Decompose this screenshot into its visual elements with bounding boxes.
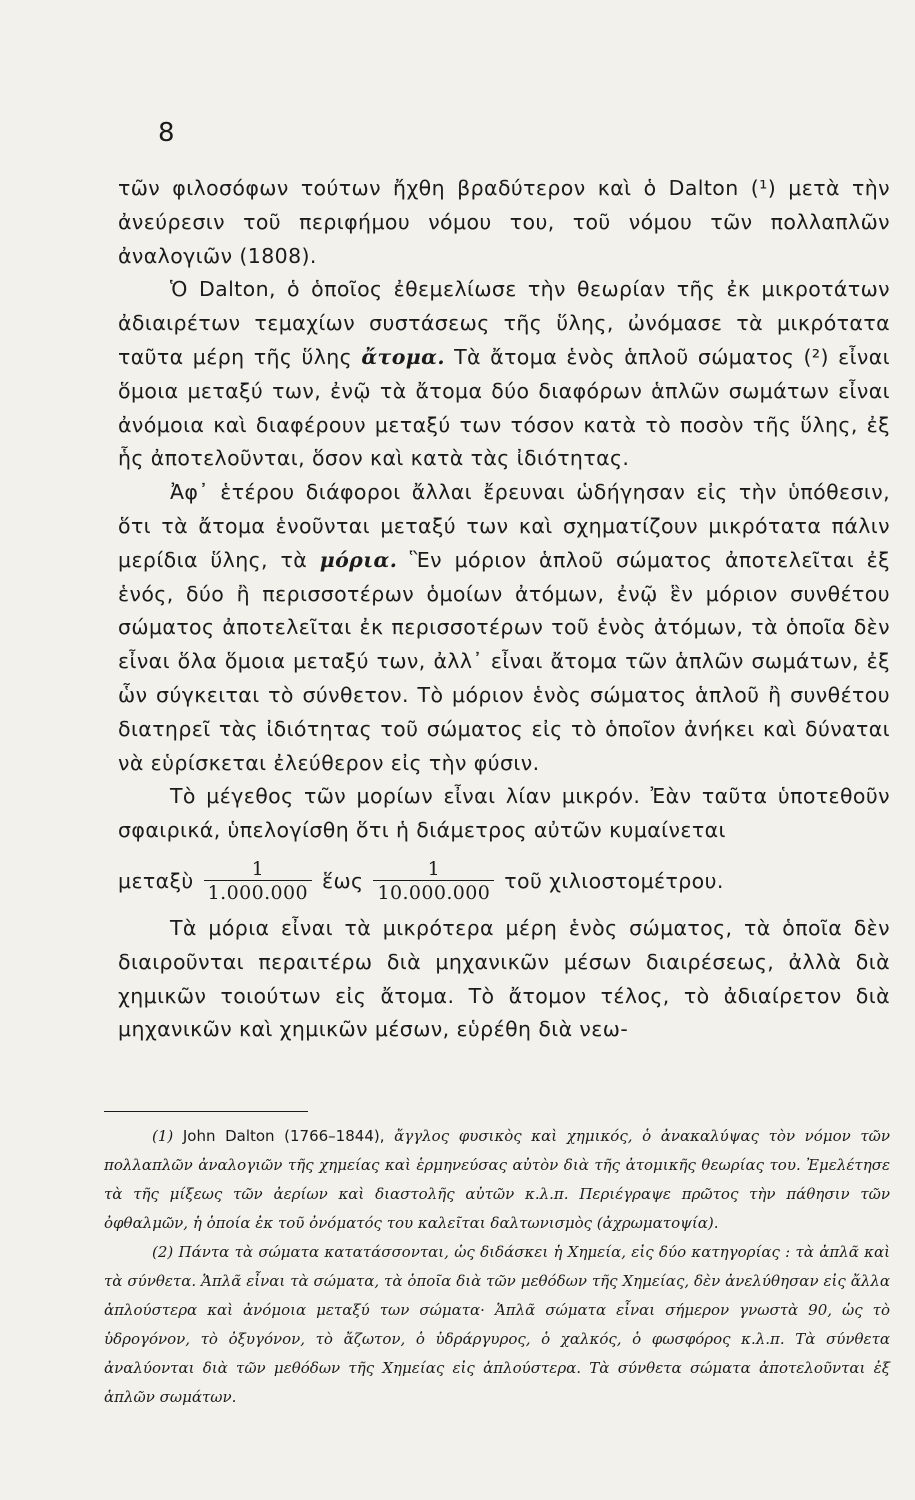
paragraph-5: Τὰ μόρια εἶναι τὰ μικρότερα μέρη ἑνὸς σώματος, τὰ ὁποῖα δὲν διαιροῦνται περαιτέρω διὰ μηχανικῶν μέσων διαιρέσεως, ἀλλὰ διὰ χημικῶν τοιούτων εἰς ἄτομα. Τὸ ἄτομον τέλος, τὸ ἀδιαίρετον διὰ μηχανικῶν καὶ χημικῶν μέσων, εὑρέθη διὰ νεω- — [118, 915, 890, 1042]
main-text — [118, 172, 890, 1047]
paragraph-1: τῶν φιλοσόφων τούτων ἤχθη βραδύτερον καὶ ὁ Dalton (¹) μετὰ τὴν ἀνεύρεσιν τοῦ περιφήμου νόμου του, τοῦ νόμου τῶν πολλαπλῶν ἀναλογιῶν (1808). — [118, 176, 890, 268]
footnote-1 — [104, 1122, 890, 1238]
fraction-2-denominator: 10.000.000 — [373, 880, 494, 905]
fraction-2 — [373, 858, 494, 905]
footnote-2-mark: (2) — [152, 1243, 174, 1261]
footnote-2 — [104, 1238, 890, 1412]
fraction-1 — [204, 858, 312, 905]
footnote-1-author: John Dalton (1766–1844), — [182, 1127, 385, 1145]
fraction-1-numerator: 1 — [251, 858, 265, 881]
term-moria: μόρια. — [319, 547, 398, 572]
term-atoma: ἄτομα. — [361, 344, 445, 369]
paragraph-2 — [118, 273, 890, 476]
paragraph-2-start: Ὁ Dalton, ὁ ὁποῖος ἐθεμελίωσε τὴν θεωρίαν τῆς ἐκ μικροτάτων ἀδιαιρέτων τεμαχίων συστάσεως τῆς ὕλης, ὠνόμασε τὰ μικρότατα ταῦτα μέρη τῆς ὕλης — [118, 277, 890, 369]
formula-lead: μεταξὺ — [118, 869, 194, 894]
fraction-1-denominator: 1.000.000 — [204, 880, 312, 905]
formula-tail: τοῦ χιλιοστομέτρου. — [504, 869, 724, 894]
footnote-1-text: ἄγγλος φυσικὸς καὶ χημικός, ὁ ἀνακαλύψας τὸν νόμον τῶν πολλαπλῶν ἀναλογιῶν τῆς χημείας καὶ ἑρμηνεύσας αὐτὸν διὰ τῆς ἀτομικῆς θεωρίας του. Ἐμελέτησε τὰ τῆς μίξεως τῶν ἀερίων καὶ διαστολῆς αὐτῶν κ.λ.π. Περιέγραψε πρῶτος τὴν πάθησιν τῶν ὀφθαλμῶν, ἡ ὁποία ἐκ τοῦ ὀνόματός του καλεῖται δαλτωνισμὸς (ἀχρωματοψία). — [104, 1127, 890, 1232]
paragraph-2-end: Τὰ ἄτομα ἑνὸς ἁπλοῦ σώματος (²) εἶναι ὅμοια μεταξύ των, ἐνῷ τὰ ἄτομα δύο διαφόρων ἁπλῶν σωμάτων εἶναι ἀνόμοια καὶ διαφέρουν μεταξύ των τόσον κατὰ τὸ ποσὸν τῆς ὕλης, ἐξ ἧς ἀποτελοῦνται, ὅσον καὶ κατὰ τὰς ἰδιότητας. — [118, 344, 891, 471]
paragraph-3 — [118, 476, 890, 780]
fraction-2-numerator: 1 — [427, 858, 441, 881]
footnotes — [104, 1122, 890, 1412]
paragraph-4: Τὸ μέγεθος τῶν μορίων εἶναι λίαν μικρόν. Ἐὰν ταῦτα ὑποτεθοῦν σφαιρικά, ὑπελογίσθη ὅτι ἡ διάμετρος αὐτῶν κυμαίνεται — [118, 784, 890, 843]
footnote-1-mark: (1) — [152, 1127, 174, 1145]
formula-mid: ἕως — [321, 869, 364, 894]
footnote-divider — [104, 1111, 308, 1112]
paragraph-3-start: Ἀφ᾽ ἑτέρου διάφοροι ἄλλαι ἔρευναι ὡδήγησαν εἰς τὴν ὑπόθεσιν, ὅτι τὰ ἄτομα ἑνοῦνται μεταξύ των καὶ σχηματίζουν μικρότατα πάλιν μερίδια ὕλης, τὰ — [118, 480, 890, 572]
page-number: 8 — [158, 118, 175, 148]
paragraph-3-end: Ἓν μόριον ἁπλοῦ σώματος ἀποτελεῖται ἐξ ἑνός, δύο ἢ περισσοτέρων ὁμοίων ἀτόμων, ἐνῷ ἓν μόριον συνθέτου σώματος ἀποτελεῖται ἐκ περισσοτέρων τοῦ ἑνὸς ἀτόμων, τὰ ὁποῖα δὲν εἶναι ὅλα ὅμοια μεταξύ των, ἀλλ᾽ εἶναι ἄτομα τῶν ἁπλῶν σωμάτων, ἐξ ὧν σύγκειται τὸ σύνθετον. Τὸ μόριον ἑνὸς σώματος ἁπλοῦ ἢ συνθέτου διατηρεῖ τὰς ἰδιότητας τοῦ σώματος εἰς τὸ ὁποῖον ἀνήκει καὶ δύναται νὰ εὑρίσκεται ἐλεύθερον εἰς τὴν φύσιν. — [118, 547, 890, 775]
diameter-formula — [118, 852, 890, 912]
footnote-2-text: Πάντα τὰ σώματα κατατάσσονται, ὡς διδάσκει ἡ Χημεία, εἰς δύο κατηγορίας : τὰ ἁπλᾶ καὶ τὰ σύνθετα. Ἁπλᾶ εἶναι τὰ σώματα, τὰ ὁποῖα διὰ τῶν μεθόδων τῆς Χημείας, δὲν ἀνελύθησαν εἰς ἄλλα ἁπλούστερα καὶ ἀνόμοια μεταξύ των σώματα· Ἁπλᾶ σώματα εἶναι σήμερον γνωστὰ 90, ὡς τὸ ὑδρογόνον, τὸ ὀξυγόνον, τὸ ἄζωτον, ὁ ὑδράργυρος, ὁ χαλκός, ὁ φωσφόρος κ.λ.π. Τὰ σύνθετα ἀναλύονται διὰ τῶν μεθόδων τῆς Χημείας εἰς ἁπλούστερα. Τὰ σύνθετα σώματα ἀποτελοῦνται ἐξ ἁπλῶν σωμάτων. — [104, 1243, 890, 1406]
